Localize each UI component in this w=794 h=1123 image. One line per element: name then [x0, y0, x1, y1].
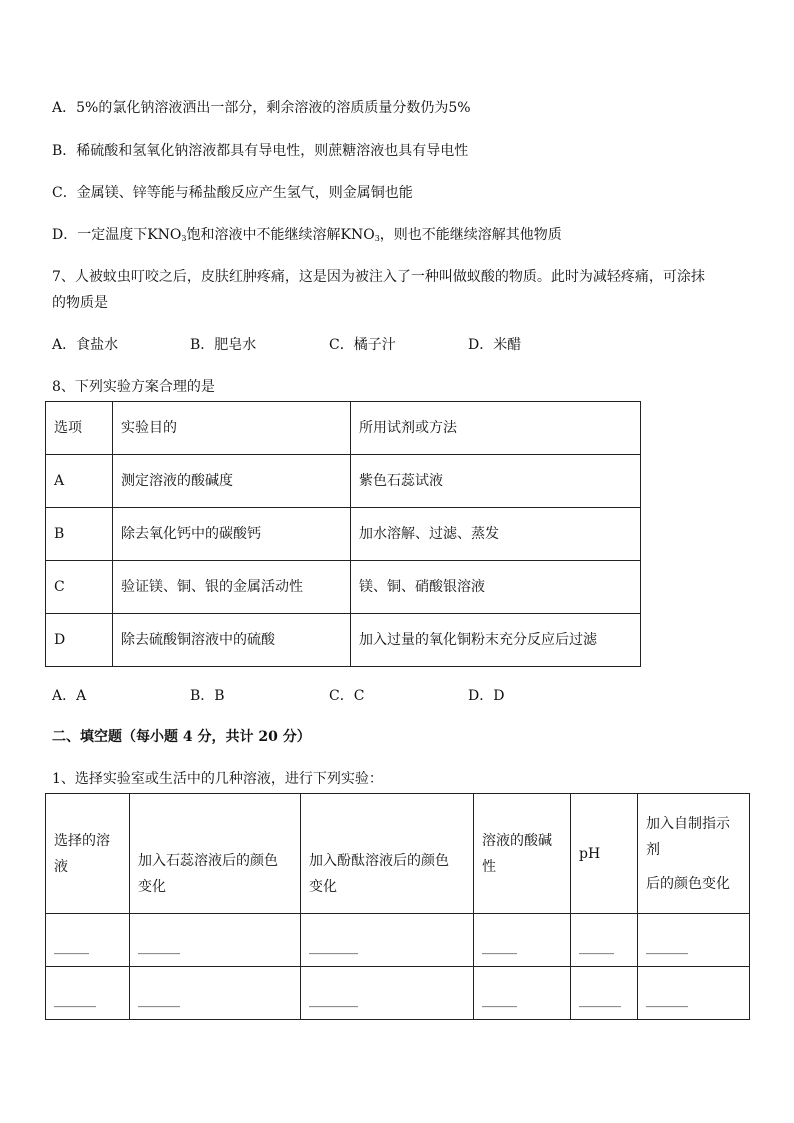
- table-row: [46, 614, 641, 667]
- q8-option-b: B．B: [190, 688, 225, 704]
- q8-table: [45, 401, 641, 667]
- blank-field[interactable]: ______: [638, 914, 750, 967]
- section-title: 二、填空题（每小题 4 分，共计 20 分）: [52, 729, 311, 745]
- header-text: 加入酚酞溶液后的颜色: [309, 852, 449, 869]
- table-header: 实验目的: [113, 402, 351, 455]
- table-header: [571, 794, 638, 914]
- q6-option-b: B．稀硫酸和氢氧化钠溶液都具有导电性，则蔗糖溶液也具有导电性: [52, 143, 469, 159]
- header-text: pH: [579, 845, 601, 862]
- header-text: 液: [54, 858, 68, 875]
- subscript: 3: [374, 234, 380, 243]
- table-cell: 除去氧化钙中的碳酸钙: [113, 508, 351, 561]
- blank-field[interactable]: ______: [571, 967, 638, 1020]
- subscript: 3: [181, 234, 187, 243]
- header-text: 变化: [138, 878, 166, 895]
- table-header-row: [46, 794, 750, 914]
- table-cell: B: [46, 508, 113, 561]
- q8-option-a: A．A: [52, 688, 87, 704]
- blank-field[interactable]: _____: [474, 967, 571, 1020]
- q6-option-a: A．5%的氯化钠溶液洒出一部分，剩余溶液的溶质质量分数仍为5%: [52, 100, 471, 116]
- table-cell: A: [46, 455, 113, 508]
- table-cell: 紫色石蕊试液: [351, 455, 641, 508]
- table-cell: 除去硫酸铜溶液中的硫酸: [113, 614, 351, 667]
- blank-field[interactable]: _____: [474, 914, 571, 967]
- table-header: [301, 794, 474, 914]
- blank-field[interactable]: _____: [46, 914, 130, 967]
- table-header-row: [46, 402, 641, 455]
- q6-option-c: C．金属镁、锌等能与稀盐酸反应产生氢气，则金属铜也能: [52, 185, 413, 201]
- table-header: [130, 794, 301, 914]
- table-row: [46, 914, 750, 967]
- q8-option-c: C．C: [329, 688, 365, 704]
- table-cell: 加入过量的氧化铜粉末充分反应后过滤: [351, 614, 641, 667]
- table-cell: 验证镁、铜、银的金属活动性: [113, 561, 351, 614]
- blank-field[interactable]: ______: [130, 914, 301, 967]
- header-text: 溶液的酸碱: [482, 832, 552, 849]
- q7-option-a: A．食盐水: [52, 337, 119, 353]
- q6-option-d-post: ，则也不能继续溶解其他物质: [379, 227, 562, 243]
- header-text: 后的颜色变化: [646, 875, 730, 892]
- table-header: 选项: [46, 402, 113, 455]
- blank-field[interactable]: _______: [301, 914, 474, 967]
- header-text: 选择的溶: [54, 832, 110, 849]
- header-text: 变化: [309, 878, 337, 895]
- q7-stem-line1: 7、人被蚊虫叮咬之后，皮肤红肿疼痛，这是因为被注入了一种叫做蚁酸的物质。此时为减轻疼痛，可涂抹: [52, 269, 705, 285]
- blank-field[interactable]: ______: [638, 967, 750, 1020]
- q7-stem-line2: 的物质是: [52, 295, 108, 311]
- q7-option-b: B．肥皂水: [190, 337, 257, 353]
- table-cell: 加水溶解、过滤、蒸发: [351, 508, 641, 561]
- fill1-table: [45, 793, 750, 1020]
- q8-options: [52, 687, 652, 705]
- header-text: 性: [482, 858, 496, 875]
- q6-option-d: [52, 226, 562, 244]
- q7-options: [52, 336, 652, 354]
- header-text: 加入自制指示: [646, 815, 730, 832]
- q8-stem: 8、下列实验方案合理的是: [52, 379, 215, 395]
- blank-field[interactable]: _______: [301, 967, 474, 1020]
- table-cell: C: [46, 561, 113, 614]
- table-header: [474, 794, 571, 914]
- blank-field[interactable]: ______: [46, 967, 130, 1020]
- table-cell: 测定溶液的酸碱度: [113, 455, 351, 508]
- table-row: [46, 561, 641, 614]
- table-row: [46, 455, 641, 508]
- table-header: 所用试剂或方法: [351, 402, 641, 455]
- fill1-stem: 1、选择实验室或生活中的几种溶液，进行下列实验：: [52, 771, 383, 787]
- table-row: [46, 967, 750, 1020]
- q8-option-d: D．D: [468, 688, 505, 704]
- q6-option-d-pre: D．一定温度下KNO: [52, 227, 182, 243]
- table-cell: D: [46, 614, 113, 667]
- header-text: 加入石蕊溶液后的颜色: [138, 852, 278, 869]
- table-header: [46, 794, 130, 914]
- q7-option-c: C．橘子汁: [329, 337, 396, 353]
- table-header: [638, 794, 750, 914]
- table-row: [46, 508, 641, 561]
- blank-field[interactable]: _____: [571, 914, 638, 967]
- blank-field[interactable]: ______: [130, 967, 301, 1020]
- q6-option-d-mid: 饱和溶液中不能继续溶解KNO: [186, 227, 375, 243]
- table-cell: 镁、铜、硝酸银溶液: [351, 561, 641, 614]
- q7-option-d: D．米醋: [468, 337, 522, 353]
- header-text: 剂: [646, 841, 660, 858]
